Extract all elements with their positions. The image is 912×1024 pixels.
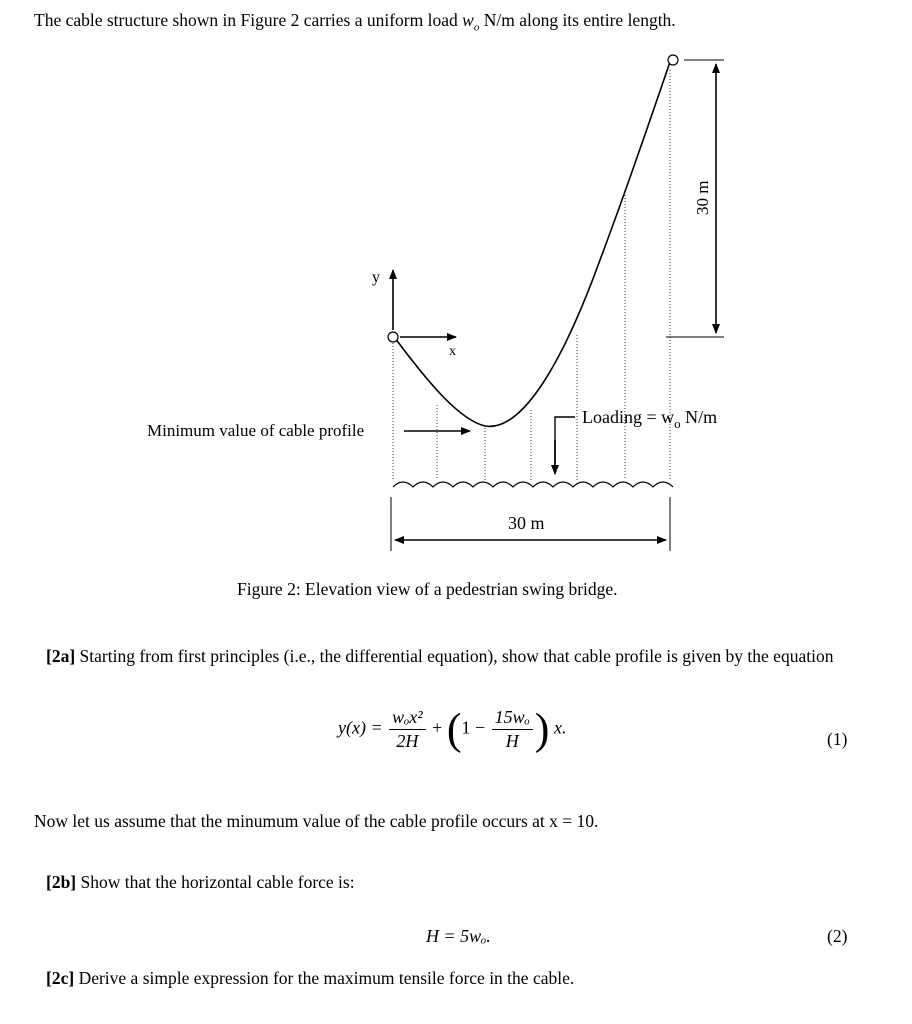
- height-dim-label: 30 m: [693, 180, 712, 215]
- span-dim-label: 30 m: [508, 513, 545, 533]
- equation-1: y(x) = $\frac{\text{wₒx²}}{2H}$ + (1 − $\frac{\text{15wₒ}}{H}$ ) x.: [338, 704, 567, 754]
- left-support-pin: [388, 332, 398, 342]
- eq1-fraction-2: [492, 707, 533, 752]
- eq1-f2-den: H: [505, 731, 519, 751]
- eq1-plus: +: [432, 717, 443, 738]
- x-axis-label: x: [449, 344, 456, 359]
- question-2c-text: Derive a simple expression for the maximum tensile force in the cable.: [74, 968, 575, 988]
- intro-before: The cable structure shown in Figure 2 carries a uniform load: [34, 10, 463, 30]
- equation-2-number: (2): [827, 926, 848, 946]
- question-2b: [46, 871, 355, 893]
- right-support-pin: [668, 55, 678, 65]
- intro-sub: o: [473, 21, 480, 34]
- question-2a-tag: [2a]: [46, 646, 76, 666]
- min-value-label: Minimum value of cable profile: [147, 421, 365, 440]
- question-2b-tag: [2b]: [46, 872, 77, 892]
- equation-1-number: (1): [827, 729, 848, 749]
- eq1-f2-num: 15wₒ: [492, 707, 533, 730]
- cable-profile: [395, 62, 670, 426]
- question-2c-tag: [2c]: [46, 968, 75, 988]
- y-axis-label: y: [372, 269, 380, 286]
- eq1-one-minus: 1 −: [461, 717, 486, 738]
- eq1-lhs: y(x) =: [338, 717, 383, 738]
- eq1-f1-den: 2H: [396, 731, 419, 751]
- loading-arrow-leader: [555, 417, 575, 470]
- equation-2: H = 5wₒ.: [426, 926, 491, 946]
- eq1-fraction-1: [389, 707, 426, 752]
- question-2b-text: Show that the horizontal cable force is:: [76, 872, 355, 892]
- intro-symbol: w: [462, 10, 474, 30]
- loading-label: Loading = $w_o$ N/m: [582, 407, 718, 431]
- assumption-text: Now let us assume that the minumum value of the cable profile occurs at x = 10.: [34, 811, 599, 831]
- deck-scallops: [393, 482, 673, 487]
- eq1-f1-num: wₒx²: [389, 707, 426, 730]
- question-2c: [46, 967, 574, 989]
- eq1-tail: x.: [553, 717, 567, 738]
- question-2a: [46, 645, 892, 667]
- figure-caption: Figure 2: Elevation view of a pedestrian swing bridge.: [237, 579, 618, 599]
- intro-after: N/m along its entire length.: [479, 10, 676, 30]
- question-2a-text: Starting from first principles (i.e., the differential equation), show that cable profile is given by the equation: [75, 646, 834, 666]
